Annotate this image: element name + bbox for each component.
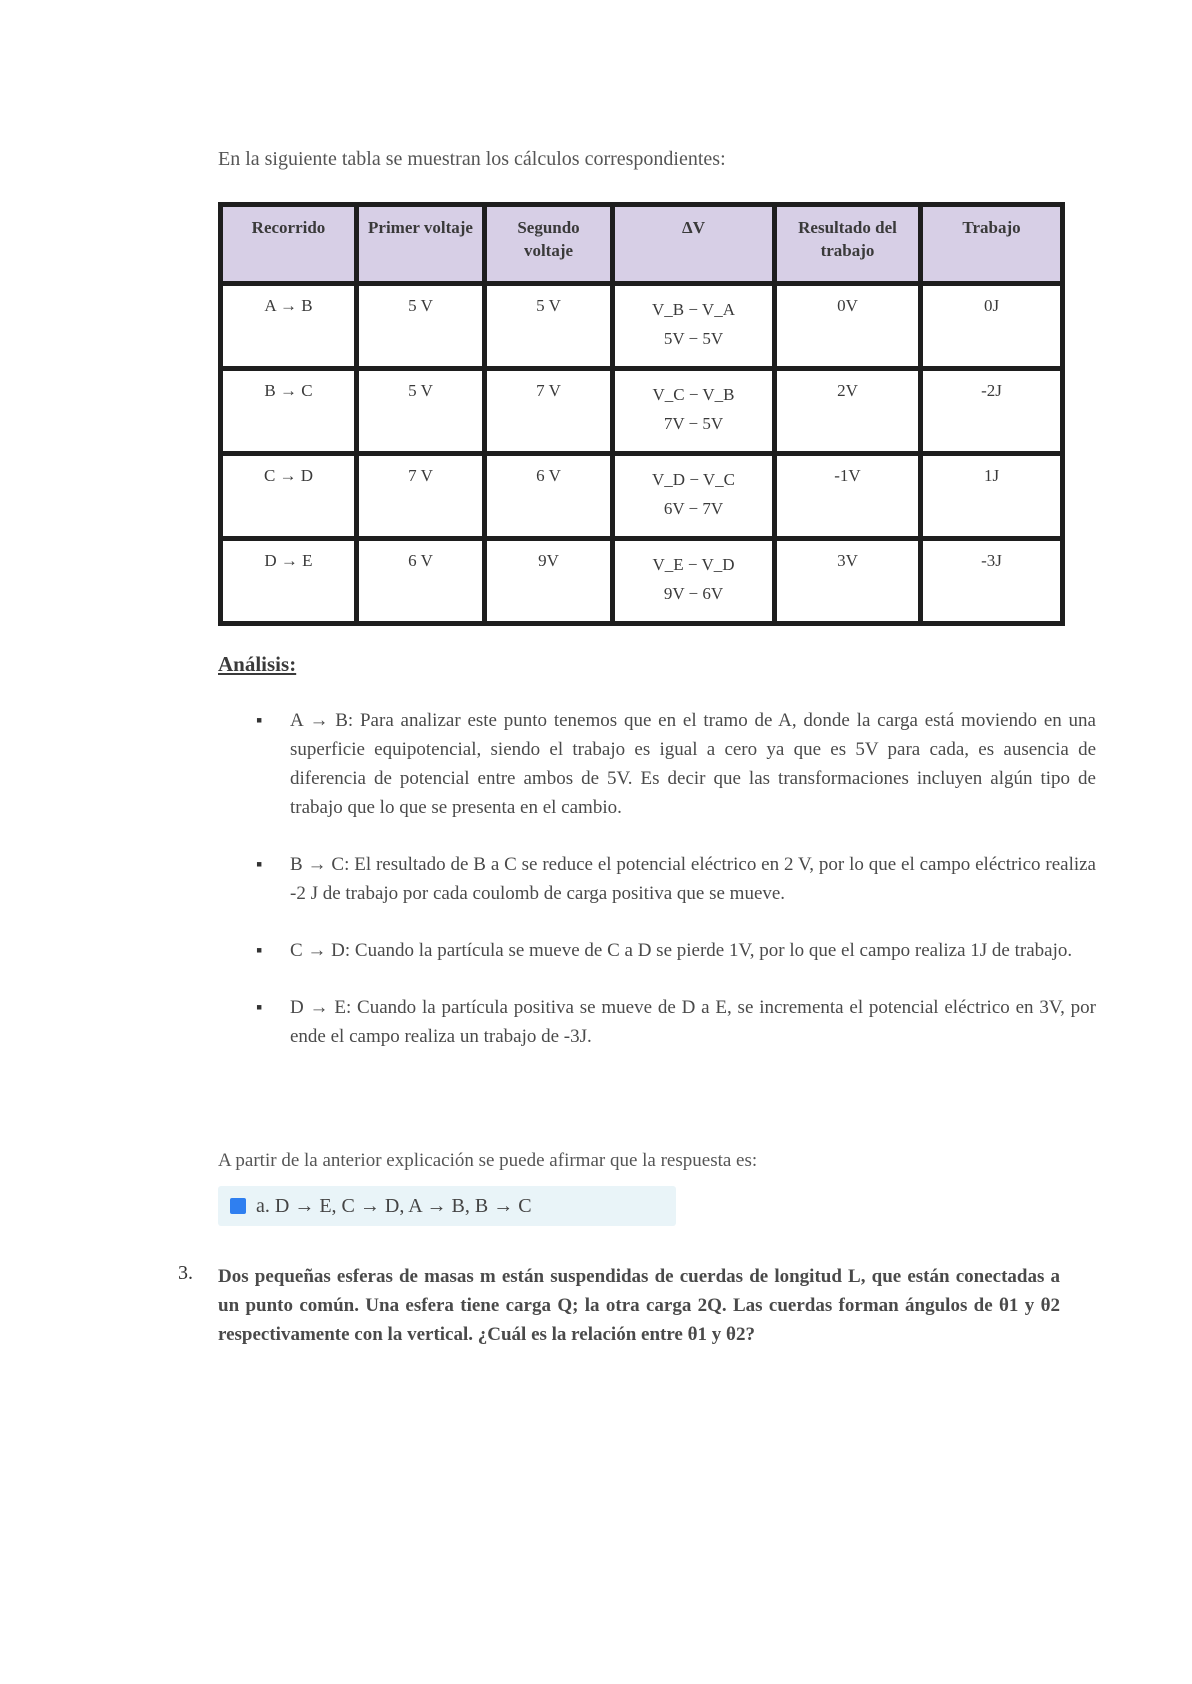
cell-trabajo: 1J [921,454,1063,539]
header-delta-v: ΔV [613,205,775,284]
delta-values: 5V − 5V [663,328,724,348]
table-header-row [221,205,1063,284]
header-trabajo: Trabajo [921,205,1063,284]
cell-recorrido: D → E [221,539,357,624]
intro-text: En la siguiente tabla se muestran los cálculos correspondientes: [218,148,726,170]
cell-recorrido: A → B [221,284,357,369]
cell-v2: 7 V [485,369,613,454]
cell-delta-v [613,539,775,624]
header-recorrido: Recorrido [221,205,357,284]
conclusion-text: A partir de la anterior explicación se puede afirmar que la respuesta es: [218,1150,758,1171]
cell-trabajo: -2J [921,369,1063,454]
analysis-heading: Análisis: [218,652,297,676]
delta-values: 6V − 7V [663,498,724,518]
delta-values: 7V − 5V [663,413,724,433]
cell-v1: 6 V [357,539,485,624]
list-item: ▪ A → B: Para analizar este punto tenemos que en el tramo de A, donde la carga está moviendo en una superficie equipotencial, siendo el trabajo es igual a cero ya que es 5V para cada, es ausencia de diferencia de potencial entre ambos de 5V. Es decir que las transformaciones incluyen algún tipo de trabajo que lo que se presenta en el cambio. [290,706,1096,822]
results-table [218,202,1065,626]
delta-values: 9V − 6V [663,583,724,603]
cell-recorrido: C → D [221,454,357,539]
cell-v1: 7 V [357,454,485,539]
delta-formula: V_E − V_D [652,555,735,574]
cell-delta-v [613,454,775,539]
cell-v1: 5 V [357,284,485,369]
header-primer-voltaje: Primer voltaje [357,205,485,284]
header-resultado: Resultado del trabajo [775,205,921,284]
delta-formula: V_C − V_B [652,385,735,404]
answer-text: a. D → E, C → D, A → B, B → C [256,1194,532,1217]
header-segundo-voltaje: Segundo voltaje [485,205,613,284]
delta-formula: V_D − V_C [652,470,735,489]
delta-formula: V_B − V_A [652,300,735,319]
question-number: 3. [178,1262,193,1284]
checkbox-icon[interactable] [230,1198,246,1214]
answer-option[interactable] [218,1186,676,1226]
cell-delta-v [613,369,775,454]
cell-recorrido: B → C [221,369,357,454]
table-row [221,454,1063,539]
cell-resultado: 0V [775,284,921,369]
cell-v2: 6 V [485,454,613,539]
cell-trabajo: -3J [921,539,1063,624]
table-row [221,539,1063,624]
table-row [221,284,1063,369]
analysis-list [254,706,1096,1079]
list-item: ▪ B → C: El resultado de B a C se reduce el potencial eléctrico en 2 V, por lo que el campo eléctrico realiza -2 J de trabajo por cada coulomb de carga positiva que se mueve. [290,850,1096,908]
cell-resultado: -1V [775,454,921,539]
table-row [221,369,1063,454]
cell-v2: 9V [485,539,613,624]
list-item: ▪ C → D: Cuando la partícula se mueve de C a D se pierde 1V, por lo que el campo realiza 1J de trabajo. [290,936,1096,965]
cell-v1: 5 V [357,369,485,454]
cell-v2: 5 V [485,284,613,369]
list-item: ▪ D → E: Cuando la partícula positiva se mueve de D a E, se incrementa el potencial eléctrico en 3V, por ende el campo realiza un trabajo de -3J. [290,993,1096,1051]
question-text: Dos pequeñas esferas de masas m están suspendidas de cuerdas de longitud L, que están conectadas a un punto común. Una esfera tiene carga Q; la otra carga 2Q. Las cuerdas forman ángulos de θ1 y θ2 respectivamente con la vertical. ¿Cuál es la relación entre θ1 y θ2? [218,1266,1060,1345]
cell-delta-v [613,284,775,369]
cell-resultado: 3V [775,539,921,624]
cell-resultado: 2V [775,369,921,454]
cell-trabajo: 0J [921,284,1063,369]
